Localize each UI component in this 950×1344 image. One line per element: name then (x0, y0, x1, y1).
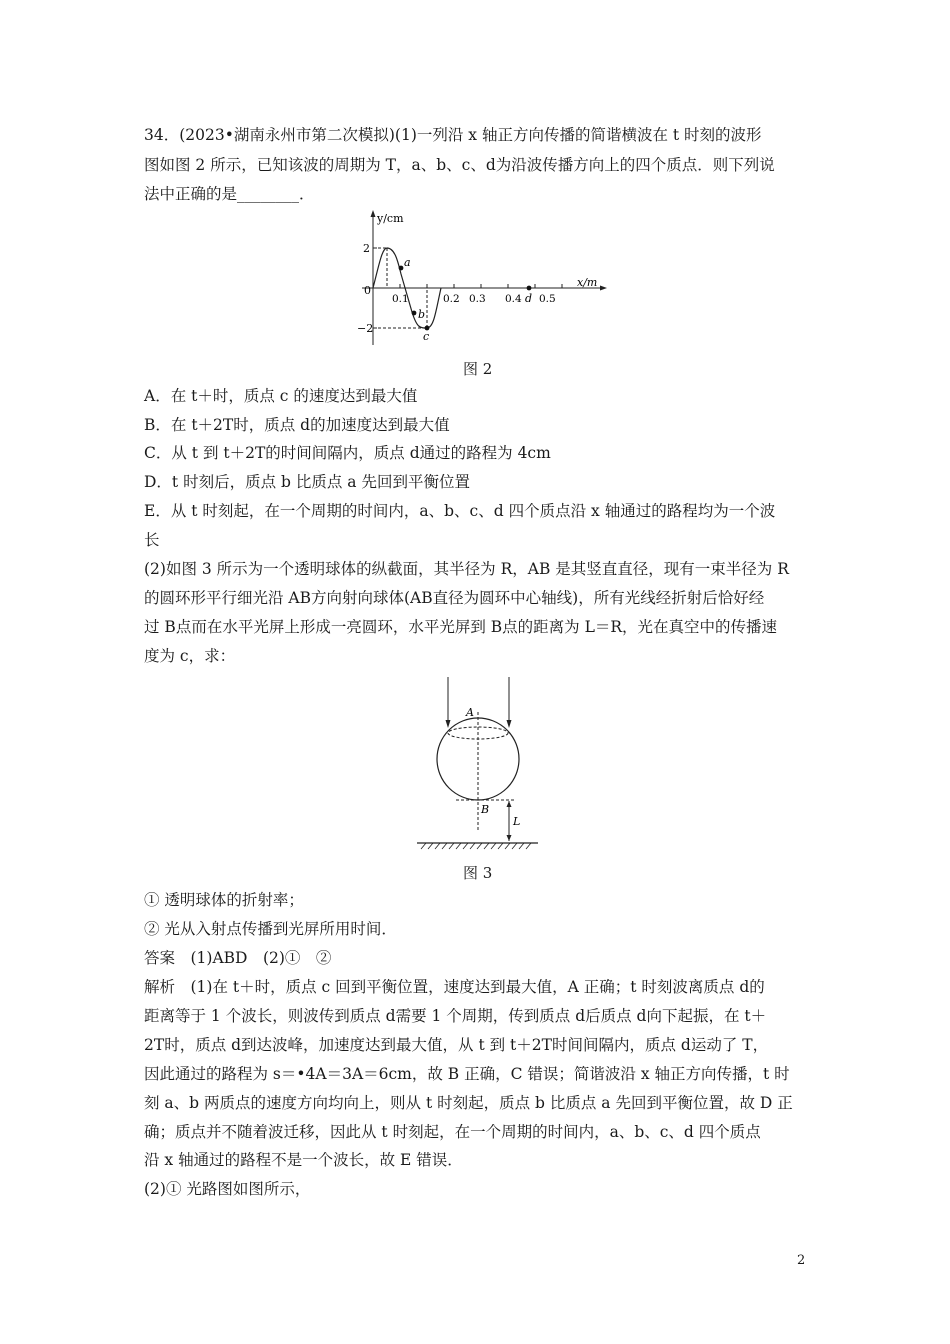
figure-3-caption: 图 3 (463, 864, 493, 882)
dimension-arrow-icon (507, 835, 512, 841)
option-e-continued: 长 (144, 531, 160, 549)
part2-line: 过 B点而在水平光屏上形成一亮圆环，水平光屏到 B点的距离为 L＝R，光在真空中的传播速 (144, 618, 778, 636)
point-c-label: c (423, 330, 430, 343)
y-axis-arrow-icon (371, 210, 376, 217)
label-b: B (481, 803, 490, 816)
figure-3-sphere-diagram (412, 672, 542, 852)
question-line: 34．(2023•湖南永州市第二次模拟)(1)一列沿 x 轴正方向传播的简谐横波在 t 时刻的波形 (144, 126, 762, 144)
point-b-label: b (418, 308, 426, 321)
part2-line: 的圆环形平行细光沿 AB方向射向球体(AB直径为圆环中心轴线)，所有光线经折射后恰好经 (144, 589, 765, 607)
screen-hatch (421, 843, 531, 849)
figure-2-caption: 图 2 (463, 360, 493, 378)
x-tick-label: 0.4 (505, 293, 522, 305)
analysis-line: 2T时，质点 d到达波峰，加速度达到最大值，从 t 到 t＋2T时间间隔内，质点 d运动了 T， (144, 1036, 769, 1054)
y-tick-label: 0 (364, 284, 371, 297)
x-tick-label: 0.1 (392, 293, 409, 305)
analysis-line: 因此通过的路程为 s＝•4A＝3A＝6cm，故 B 正确，C 错误；简谐波沿 x 轴正方向传播，t 时 (144, 1065, 790, 1083)
part2-line: 度为 c，求： (144, 647, 236, 665)
label-l: L (513, 815, 521, 828)
sub-question-2: ② 光从入射点传播到光屏所用时间． (144, 920, 397, 938)
part2-line: (2)如图 3 所示为一个透明球体的纵截面，其半径为 R，AB 是其竖直直径，现有一束半径为 R (144, 560, 789, 578)
x-axis-arrow-icon (600, 286, 607, 291)
analysis-line: 确；质点并不随着波迁移，因此从 t 时刻起，在一个周期的时间内，a、b、c、d 四个质点 (144, 1123, 761, 1141)
x-tick-label: 0.3 (469, 293, 486, 305)
option-b: B．在 t＋2T时，质点 d的加速度达到最大值 (144, 416, 450, 434)
question-line: 法中正确的是________． (144, 185, 315, 203)
option-d: D．t 时刻后，质点 b 比质点 a 先回到平衡位置 (144, 473, 470, 491)
point-a (399, 266, 404, 271)
point-d (527, 286, 532, 291)
analysis-line: 刻 a、b 两质点的速度方向均向上，则从 t 时刻起，质点 b 比质点 a 先回到平衡位置，故 D 正 (144, 1094, 793, 1112)
ray-arrow-icon (507, 720, 512, 728)
analysis-line: 距离等于 1 个波长，则波传到质点 d需要 1 个周期，传到质点 d后质点 d向下起振，在 t＋ (144, 1007, 767, 1025)
question-line: 图如图 2 所示，已知该波的周期为 T，a、b、c、d为沿波传播方向上的四个质点．则下列说 (144, 156, 775, 174)
analysis-line: 沿 x 轴通过的路程不是一个波长，故 E 错误． (144, 1151, 463, 1169)
point-a-label: a (404, 256, 411, 269)
sub-question-1: ① 透明球体的折射率； (144, 891, 304, 909)
option-c: C．从 t 到 t＋2T的时间间隔内，质点 d通过的路程为 4cm (144, 444, 551, 462)
dimension-arrow-icon (507, 801, 512, 807)
ray-arrow-icon (446, 720, 451, 728)
answer: 答案 (1)ABD (2)① ② (144, 949, 332, 967)
label-a: A (466, 706, 474, 719)
page-number: 2 (797, 1253, 806, 1268)
x-tick-label: 0.2 (443, 293, 460, 305)
option-a: A．在 t＋时，质点 c 的速度达到最大值 (144, 387, 418, 405)
y-tick-label: 2 (363, 242, 370, 255)
option-e: E．从 t 时刻起，在一个周期的时间内，a、b、c、d 四个质点沿 x 轴通过的路程均为一个波 (144, 502, 776, 520)
x-axis-label: x/m (577, 276, 598, 289)
analysis-line: (2)① 光路图如图所示， (144, 1180, 311, 1198)
point-d-label: d (525, 292, 533, 305)
x-tick-label: 0.5 (539, 293, 556, 305)
point-b (412, 311, 417, 316)
y-tick-label: −2 (357, 322, 374, 335)
analysis-line: 解析 (1)在 t＋时，质点 c 回到平衡位置，速度达到最大值，A 正确；t 时刻波离质点 d的 (144, 978, 765, 996)
figure-2-wave-graph (355, 208, 615, 348)
y-axis-label: y/cm (377, 212, 404, 225)
